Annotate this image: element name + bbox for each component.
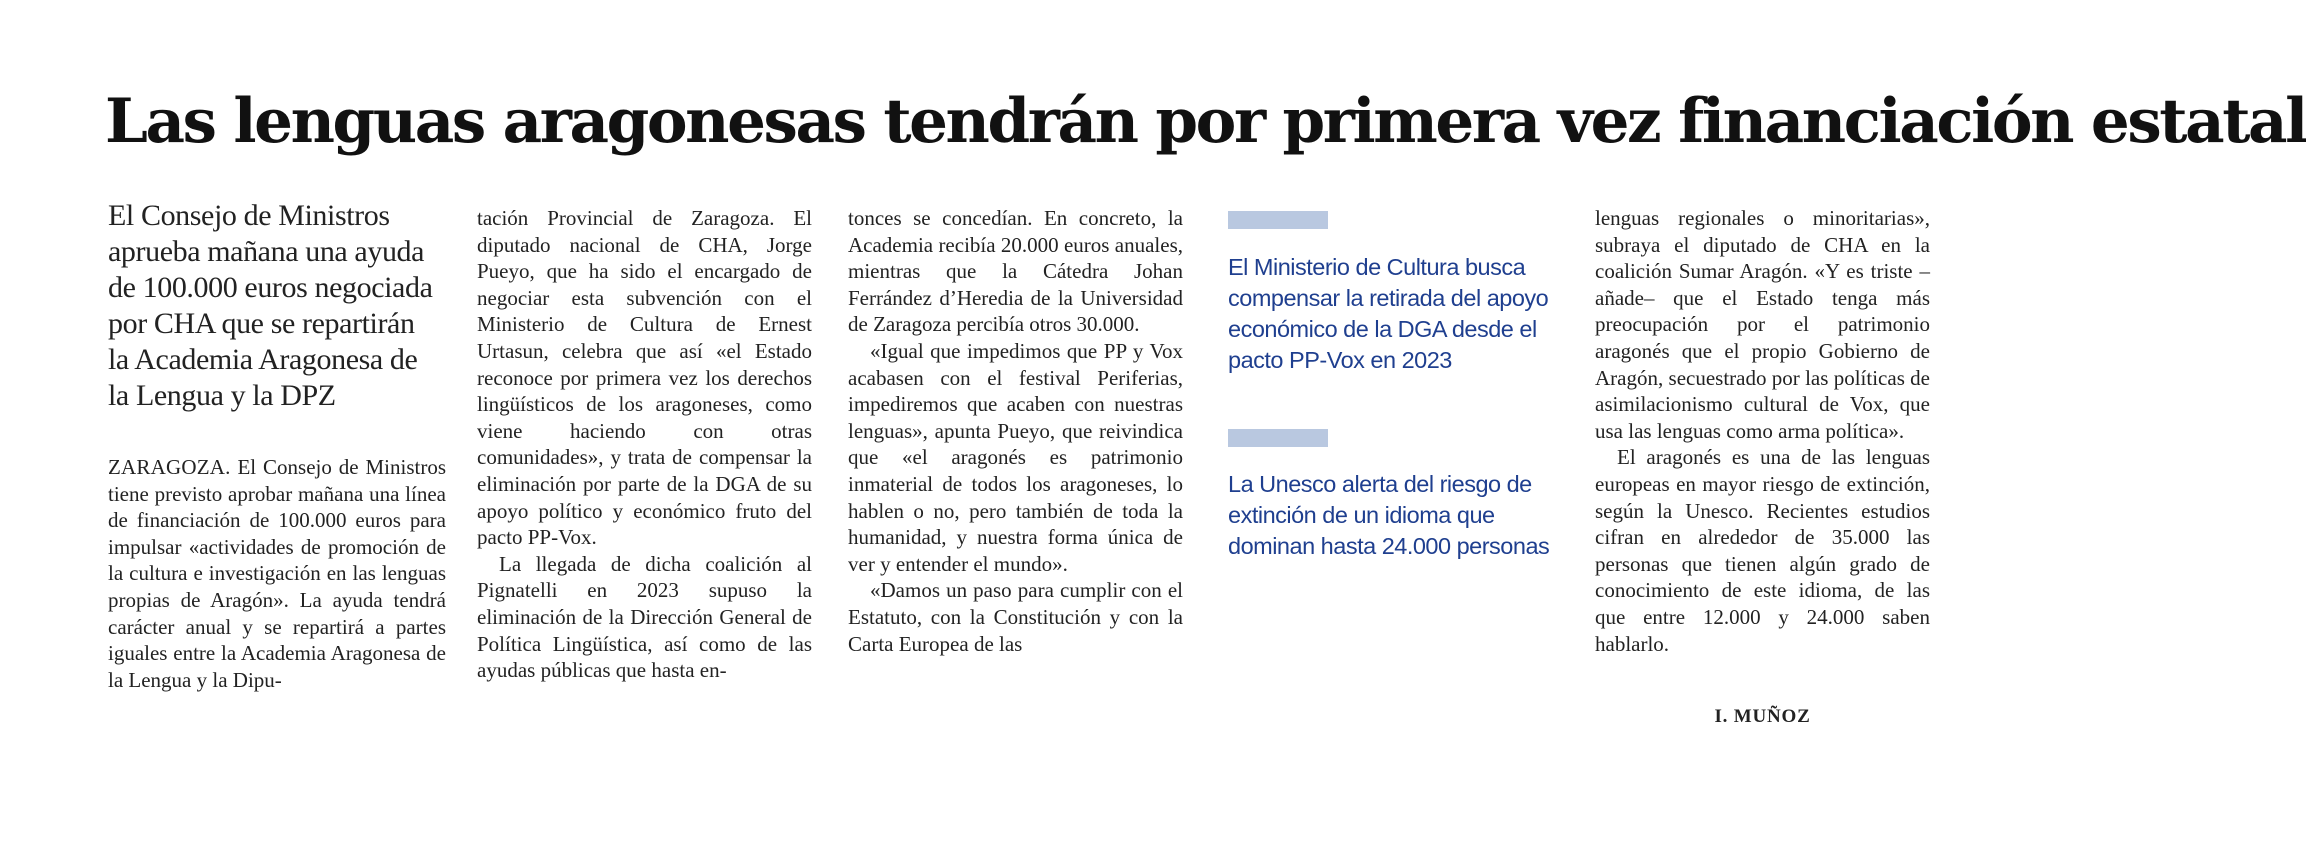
article-column-2 (477, 205, 812, 684)
dateline: ZARAGOZA. (108, 455, 231, 479)
paragraph-5: El aragonés es una de las lenguas europeas en mayor riesgo de extinción, según la Unesco. Recientes estudios cifran en alrededor de 35.000 las personas que tienen algún grado de conocimiento de este idioma, de las que entre 12.000 y 24.000 saben hablarlo. (1595, 445, 1930, 656)
paragraph-1-continued: tación Provincial de Zaragoza. El diputado nacional de CHA, Jorge Pueyo, que ha sido el encargado de negociar esta subvención con el Ministerio de Cultura de Ernest Urtasun, celebra que así «el Estado reconoce por primera vez los derechos lingüísticos de los aragoneses, como viene haciendo con otras comunidades», y trata de compensar la eliminación por parte de la DGA de su apoyo político y económico fruto del pacto PP-Vox. (477, 206, 812, 550)
paragraph-2: La llegada de dicha coalición al Pignatelli en 2023 supuso la eliminación de la Dirección General de Política Lingüística, así como de las ayudas públicas que hasta en- (477, 551, 812, 683)
pullquote-2: La Unesco alerta del riesgo de extinción de un idioma que dominan hasta 24.000 personas (1228, 471, 1550, 559)
paragraph-3: «Igual que impedimos que PP y Vox acabasen con el festival Periferias, impediremos que acaben con nuestras lenguas», apunta Pueyo, que reivindica que «el aragonés es patrimonio inmaterial de todos los aragoneses, lo hablen o no, pero también de toda la humanidad, y nuestra forma única de ver y entender el mundo». (848, 338, 1183, 576)
pullquote-1-accent-bar (1228, 211, 1328, 229)
paragraph-1-lead: El Consejo de Ministros tiene previsto aprobar mañana una línea de financiación de 100.000 euros para impulsar «actividades de promoción de la cultura e investigación en las lenguas propias de Aragón». La ayuda tendrá carácter anual y se repartirá a partes iguales entre la Academia Aragonesa de la Lengua y la Dipu- (108, 455, 446, 692)
pullquote-1: El Ministerio de Cultura busca compensar la retirada del apoyo económico de la DGA desde el pacto PP-Vox en 2023 (1228, 254, 1549, 373)
article-column-1 (108, 454, 446, 693)
paragraph-4: «Damos un paso para cumplir con el Estatuto, con la Constitución y con la Carta Europea de las (848, 578, 1183, 656)
pullquote-2-accent-bar (1228, 429, 1328, 447)
paragraph-4-continued: lenguas regionales o minoritarias», subraya el diputado de CHA en la coalición Sumar Aragón. «Y es triste –añade– que el Estado tenga más preocupación por el patrimonio aragonés que el propio Gobierno de Aragón, secuestrado por las políticas de asimilacionismo cultural de Vox, que usa las lenguas como arma política». (1595, 206, 1930, 443)
article-column-3 (848, 205, 1183, 657)
subheadline: El Consejo de Ministros aprueba mañana una ayuda de 100.000 euros negociada por CHA que se repartirán la Academia Aragonesa de la Lengua y la DPZ (108, 199, 433, 412)
paragraph-2-continued: tonces se concedían. En concreto, la Academia recibía 20.000 euros anuales, mientras que la Cátedra Johan Ferrández d’Heredia de la Universidad de Zaragoza percibía otros 30.000. (848, 206, 1183, 337)
byline: I. MUÑOZ (1714, 706, 1811, 727)
article-column-5 (1595, 205, 1930, 657)
headline: Las lenguas aragonesas tendrán por primera vez financiación estatal (105, 86, 2306, 157)
